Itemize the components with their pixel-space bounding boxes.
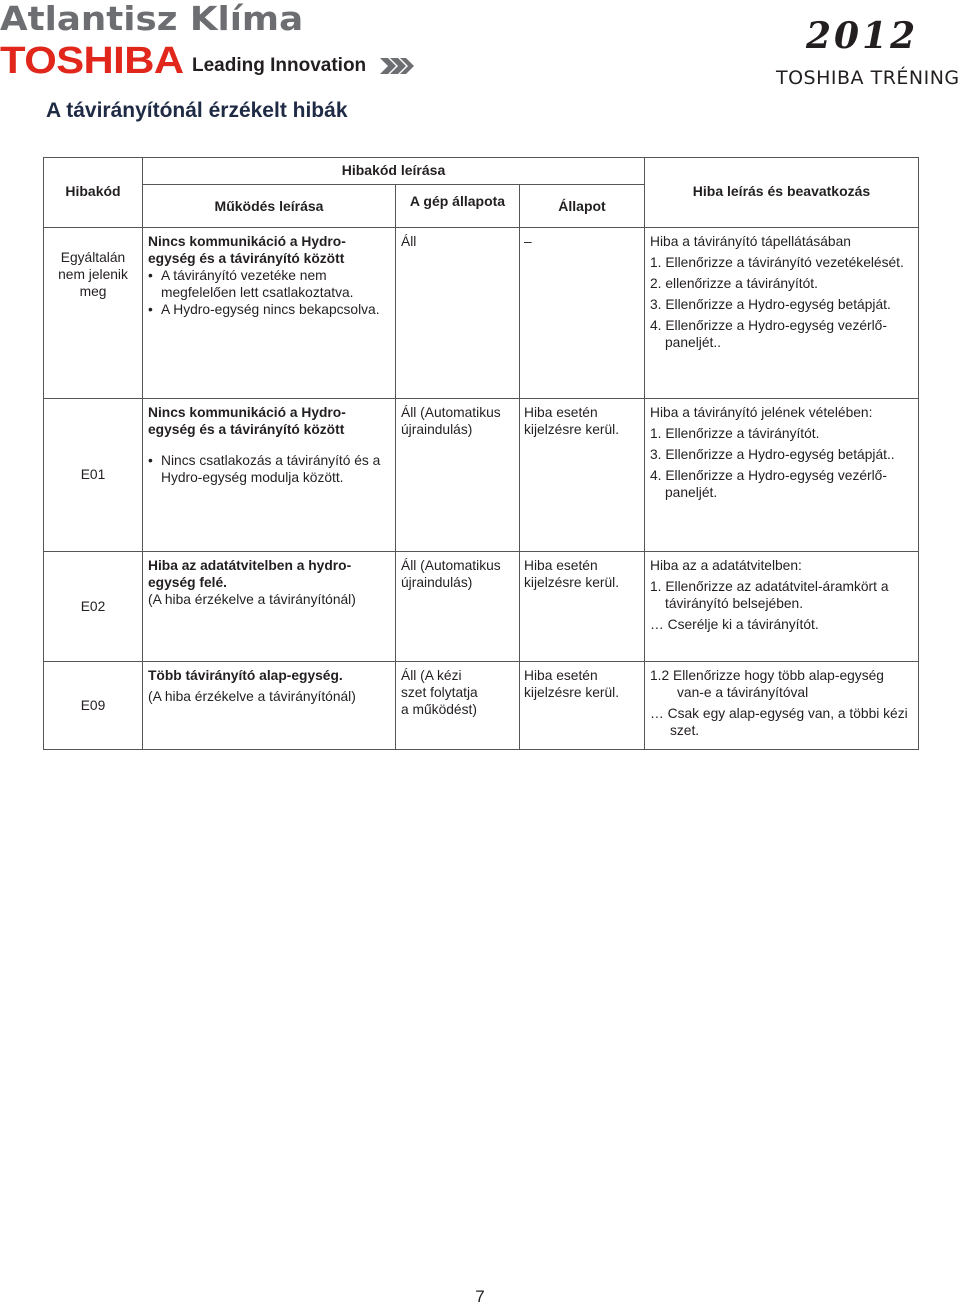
column-divider	[644, 157, 645, 750]
chevrons-right-icon	[380, 56, 414, 76]
row-machine-state: Áll (Automatikus újraindulás)	[401, 558, 501, 590]
description-title: Hiba az adatátvitelben a hydro-egység felé.	[148, 558, 352, 590]
row-description	[148, 404, 388, 486]
row-description	[148, 667, 388, 705]
description-title: Több távirányító alap-egység.	[148, 668, 343, 683]
row-action	[650, 233, 912, 351]
row-machine-state: Áll (Automatikus újraindulás)	[401, 405, 501, 437]
row-status: Hiba esetén kijelzésre kerül.	[524, 558, 620, 590]
action-title: Hiba az a adatátvitelben:	[650, 558, 802, 573]
header-bottom-border	[43, 227, 919, 228]
row-code: E02	[80, 599, 106, 614]
row-machine-state: Áll (A kézi szet folytatja a működést)	[401, 668, 478, 717]
training-label: TOSHIBA TRÉNING	[776, 67, 960, 89]
table-border-top	[43, 157, 919, 158]
row-description	[148, 557, 388, 608]
header-operation: Működés leírása	[214, 198, 324, 214]
action-step: 2. ellenőrizze a távirányítót.	[650, 276, 818, 291]
row-status: Hiba esetén kijelzésre kerül.	[524, 405, 620, 437]
action-title: Hiba a távirányító jelének vételében:	[650, 405, 873, 420]
row-status: –	[524, 234, 532, 249]
tagline: Leading Innovation	[192, 55, 367, 76]
row-action	[650, 557, 912, 633]
action-step: 1. Ellenőrizze a távirányító vezetékelését.	[650, 255, 904, 270]
header-machine-state: A gép állapota	[409, 193, 506, 209]
row-code: Egyáltalán nem jelenik meg	[58, 250, 128, 299]
action-step: … Cserélje ki a távirányítót.	[650, 617, 819, 632]
description-title: Nincs kommunikáció a Hydro-egység és a távirányító között	[148, 405, 346, 437]
header-group: Hibakód leírása	[341, 162, 446, 178]
action-step: 1. Ellenőrizze az adatátvitel-áramkört a távirányító belsejében.	[650, 579, 889, 611]
action-step: 4. Ellenőrizze a Hydro-egység vezérlő-paneljét.	[650, 468, 887, 500]
row-code: E01	[80, 467, 106, 482]
row-action	[650, 404, 912, 501]
row-machine-state: Áll	[401, 234, 417, 249]
action-step: 3. Ellenőrizze a Hydro-egység betápját..	[650, 447, 895, 462]
brand-top-text: Atlantisz Klíma	[0, 0, 304, 38]
table-border-bottom	[43, 749, 919, 750]
table-border-left	[43, 157, 44, 750]
row-action	[650, 667, 912, 739]
action-step: 4. Ellenőrizze a Hydro-egység vezérlő-paneljét..	[650, 318, 887, 350]
description-item: • Nincs csatlakozás a távirányító és a Hydro-egység modulja között.	[148, 452, 388, 486]
table-border-right	[918, 157, 919, 750]
row-description	[148, 233, 388, 318]
toshiba-logo: TOSHIBA	[0, 40, 184, 82]
action-step: 1.2 Ellenőrizze hogy több alap-egység van-e a távirányítóval	[650, 668, 884, 700]
row-status: Hiba esetén kijelzésre kerül.	[524, 668, 620, 700]
action-title: Hiba a távirányító tápellátásában	[650, 234, 851, 249]
description-item: • A távirányító vezetéke nem megfelelően lett csatlakoztatva.	[148, 267, 388, 301]
action-step: 3. Ellenőrizze a Hydro-egység betápját.	[650, 297, 891, 312]
description-item: • A Hydro-egység nincs bekapcsolva.	[148, 301, 388, 318]
header-group-divider	[143, 184, 645, 185]
header-error-action: Hiba leírás és beavatkozás	[692, 183, 871, 199]
header-status: Állapot	[558, 198, 606, 214]
description-title: Nincs kommunikáció a Hydro-egység és a távirányító között	[148, 234, 346, 266]
column-divider	[519, 184, 520, 750]
description-note: (A hiba érzékelve a távirányítónál)	[148, 689, 356, 704]
row-divider	[43, 661, 919, 662]
column-divider	[142, 157, 143, 750]
description-note: (A hiba érzékelve a távirányítónál)	[148, 592, 356, 607]
row-divider	[43, 551, 919, 552]
page-number: 7	[475, 1287, 485, 1306]
row-code: E09	[80, 698, 106, 713]
row-divider	[43, 398, 919, 399]
action-step: … Csak egy alap-egység van, a többi kézi szet.	[650, 706, 908, 738]
header-code: Hibakód	[65, 183, 121, 199]
page-title: A távirányítónál érzékelt hibák	[46, 99, 348, 122]
training-year: 2012	[806, 15, 919, 57]
action-step: 1. Ellenőrizze a távirányítót.	[650, 426, 820, 441]
column-divider	[395, 184, 396, 750]
